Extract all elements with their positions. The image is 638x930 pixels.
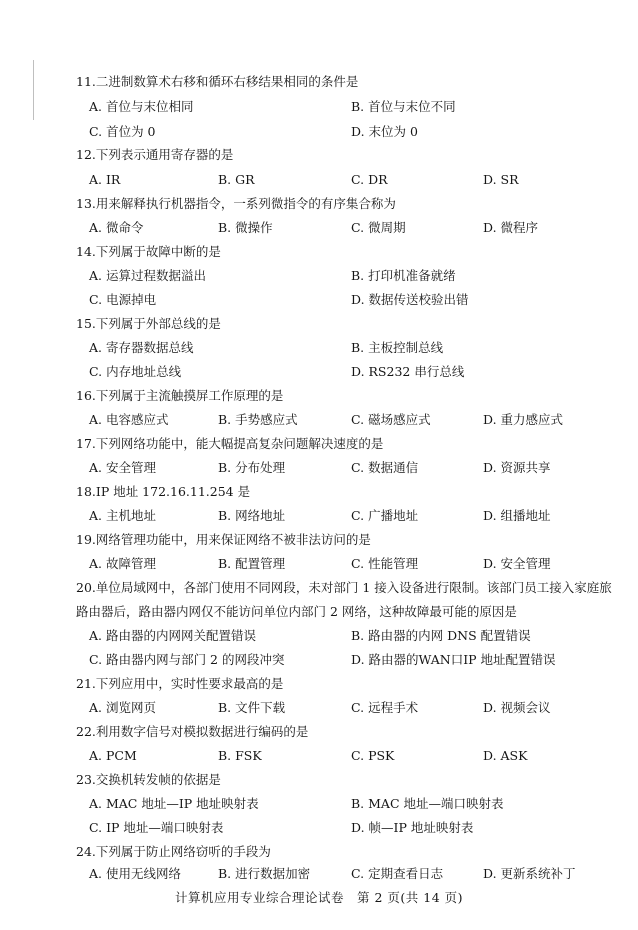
q19-option-b: B. 配置管理 (218, 556, 286, 571)
q24-option-b: B. 进行数据加密 (218, 866, 311, 881)
q21-option-b: B. 文件下载 (218, 700, 286, 715)
q20-option-b: B. 路由器的内网 DNS 配置错误 (351, 628, 531, 643)
question-19-stem: 19.网络管理功能中，用来保证网络不被非法访问的是 (76, 532, 371, 547)
q14-option-c: C. 电源掉电 (89, 292, 157, 307)
page-footer: 计算机应用专业综合理论试卷 第 2 页(共 14 页) (174, 890, 463, 905)
q15-option-d: D. RS232 串行总线 (351, 364, 465, 379)
question-12-stem: 12.下列表示通用寄存器的是 (76, 147, 234, 162)
question-13-stem: 13.用来解释执行机器指令，一系列微指令的有序集合称为 (76, 196, 396, 211)
q18-option-d: D. 组播地址 (483, 508, 551, 523)
q23-option-a: A. MAC 地址—IP 地址映射表 (89, 796, 259, 811)
q15-option-a: A. 寄存器数据总线 (89, 340, 194, 355)
q13-option-b: B. 微操作 (218, 220, 273, 235)
q16-option-c: C. 磁场感应式 (351, 412, 431, 427)
q23-option-d: D. 帧—IP 地址映射表 (351, 820, 474, 835)
q13-option-d: D. 微程序 (483, 220, 539, 235)
q16-option-d: D. 重力感应式 (483, 412, 564, 427)
q11-option-b: B. 首位与末位不同 (351, 99, 456, 114)
q19-option-c: C. 性能管理 (351, 556, 419, 571)
q12-option-b: B. GR (218, 172, 255, 187)
q22-option-d: D. ASK (483, 748, 528, 763)
q17-option-d: D. 资源共享 (483, 460, 551, 475)
q23-option-c: C. IP 地址—端口映射表 (89, 820, 224, 835)
question-22-stem: 22.利用数字信号对模拟数据进行编码的是 (76, 724, 309, 739)
q18-option-c: C. 广播地址 (351, 508, 419, 523)
binding-margin-line (33, 60, 34, 120)
q21-option-a: A. 浏览网页 (89, 700, 156, 715)
q13-option-c: C. 微周期 (351, 220, 406, 235)
q11-option-a: A. 首位与末位相同 (89, 99, 194, 114)
q14-option-a: A. 运算过程数据溢出 (89, 268, 206, 283)
q12-option-c: C. DR (351, 172, 388, 187)
question-11-stem: 11.二进制数算术右移和循环右移结果相同的条件是 (76, 74, 359, 89)
q13-option-a: A. 微命令 (89, 220, 144, 235)
question-14-stem: 14.下列属于故障中断的是 (76, 244, 221, 259)
q24-option-a: A. 使用无线网络 (89, 866, 181, 881)
q19-option-a: A. 故障管理 (89, 556, 156, 571)
question-15-stem: 15.下列属于外部总线的是 (76, 316, 221, 331)
q15-option-c: C. 内存地址总线 (89, 364, 182, 379)
q12-option-a: A. IR (89, 172, 121, 187)
q15-option-b: B. 主板控制总线 (351, 340, 444, 355)
q11-option-c: C. 首位为 0 (89, 124, 156, 139)
question-23-stem: 23.交换机转发帧的依据是 (76, 772, 221, 787)
q20-option-d: D. 路由器的WAN口IP 地址配置错误 (351, 652, 556, 667)
q17-option-a: A. 安全管理 (89, 460, 156, 475)
q23-option-b: B. MAC 地址—端口映射表 (351, 796, 504, 811)
question-16-stem: 16.下列属于主流触摸屏工作原理的是 (76, 388, 284, 403)
q16-option-b: B. 手势感应式 (218, 412, 298, 427)
q21-option-c: C. 远程手术 (351, 700, 419, 715)
q14-option-b: B. 打印机准备就绪 (351, 268, 456, 283)
q19-option-d: D. 安全管理 (483, 556, 551, 571)
q22-option-c: C. PSK (351, 748, 395, 763)
question-20-stem: 20.单位局域网中，各部门使用不同网段，未对部门 1 接入设备进行限制。该部门员工接入家庭旅路由器后，路由器内网仅不能访问单位内部门 2 网络，这种故障最可能的原因是 (76, 580, 612, 619)
q16-option-a: A. 电容感应式 (89, 412, 169, 427)
question-17-stem: 17.下列网络功能中，能大幅提高复杂问题解决速度的是 (76, 436, 384, 451)
q24-option-c: C. 定期查看日志 (351, 866, 444, 881)
question-18-stem: 18.IP 地址 172.16.11.254 是 (76, 484, 251, 499)
q17-option-c: C. 数据通信 (351, 460, 419, 475)
question-24-stem: 24.下列属于防止网络窃听的手段为 (76, 844, 271, 859)
q24-option-d: D. 更新系统补丁 (483, 866, 576, 881)
q14-option-d: D. 数据传送校验出错 (351, 292, 469, 307)
q20-option-a: A. 路由器的内网网关配置错误 (89, 628, 256, 643)
q21-option-d: D. 视频会议 (483, 700, 551, 715)
q18-option-a: A. 主机地址 (89, 508, 156, 523)
q20-option-c: C. 路由器内网与部门 2 的网段冲突 (89, 652, 285, 667)
q17-option-b: B. 分布处理 (218, 460, 286, 475)
q22-option-a: A. PCM (89, 748, 137, 763)
q22-option-b: B. FSK (218, 748, 262, 763)
q11-option-d: D. 末位为 0 (351, 124, 418, 139)
q18-option-b: B. 网络地址 (218, 508, 286, 523)
q12-option-d: D. SR (483, 172, 519, 187)
question-21-stem: 21.下列应用中，实时性要求最高的是 (76, 676, 284, 691)
